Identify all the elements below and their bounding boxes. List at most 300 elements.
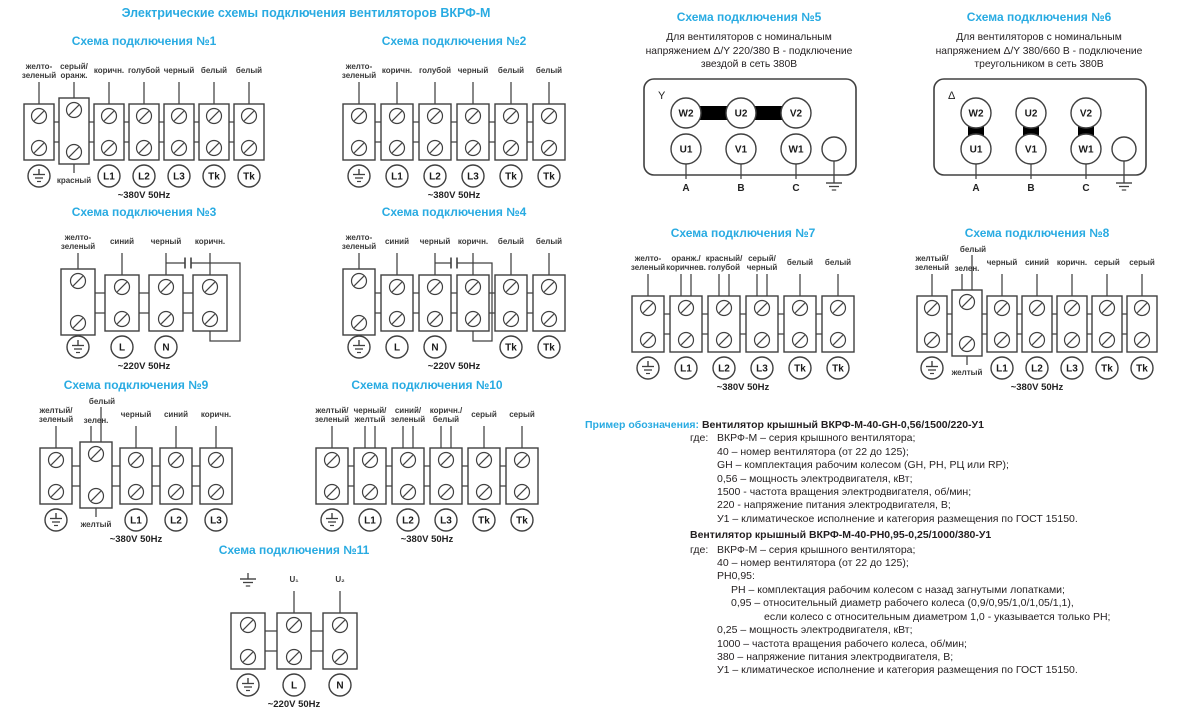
example-lines-1 (690, 446, 1183, 526)
scheme-6 (898, 10, 1180, 205)
wire-label: оранж. (60, 71, 88, 80)
wire-label: красный/ (705, 254, 743, 263)
terminal-label: L3 (1066, 363, 1078, 375)
screw-icon (995, 333, 1010, 348)
terminal-block (128, 66, 160, 187)
scheme-8-diagram (892, 244, 1182, 396)
scheme-title: Схема подключения №11 (218, 543, 370, 557)
screw-icon (102, 109, 117, 124)
example-line: 1000 – частота вращения рабочего колеса, об/мин; (717, 637, 967, 650)
terminal-label: Tk (505, 171, 517, 183)
terminal-label: L2 (429, 171, 441, 183)
terminal-block (419, 237, 451, 358)
screw-icon (242, 109, 257, 124)
screw-icon (169, 453, 184, 468)
screw-icon (352, 316, 367, 331)
connection-symbol: Δ (948, 90, 956, 102)
screw-icon (1065, 301, 1080, 316)
screw-icon (352, 274, 367, 289)
wire-label: коричн./ (429, 406, 463, 415)
terminal-block (1057, 258, 1087, 379)
terminal-label: Tk (516, 515, 528, 527)
wire-label: серый/ (748, 254, 776, 263)
screw-icon (542, 109, 557, 124)
terminal-block (234, 66, 264, 187)
wire-label: черный (457, 66, 489, 75)
wire-label: зеленый (341, 242, 377, 251)
screw-icon (207, 109, 222, 124)
terminal-label: Tk (1136, 363, 1148, 375)
wire-label: желто- (345, 62, 373, 71)
terminal-label: Tk (243, 171, 255, 183)
scheme-4-diagram (318, 223, 590, 375)
screw-icon (504, 280, 519, 295)
screw-icon (717, 333, 732, 348)
gde-label: где: (690, 432, 709, 445)
wire-label: белый (88, 397, 116, 406)
terminal-block (468, 410, 500, 531)
scheme-title: Схема подключения №3 (71, 205, 217, 219)
screw-icon (755, 301, 770, 316)
description-line: Для вентиляторов с номинальным (956, 32, 1122, 43)
voltage-label: ~380V 50Hz (109, 534, 163, 545)
star-jumper (697, 106, 730, 120)
screw-icon (1030, 301, 1045, 316)
scheme-description (608, 31, 890, 73)
scheme-2-diagram (318, 52, 590, 204)
screw-icon (1030, 333, 1045, 348)
wire-label: желтый (951, 368, 983, 377)
terminal-label: L2 (138, 171, 150, 183)
screw-icon (287, 650, 302, 665)
terminal-label: L1 (103, 171, 115, 183)
scheme-title: Схема подключения №9 (63, 378, 209, 392)
wire-label: синий (163, 410, 189, 419)
wire-label: коричн. (381, 66, 413, 75)
terminal-block (315, 406, 350, 531)
screw-icon (169, 485, 184, 500)
screw-icon (831, 333, 846, 348)
wire-label: коричн. (93, 66, 125, 75)
earth-icon (240, 573, 256, 586)
motor-terminal-label: W2 (678, 108, 694, 120)
terminal-block (706, 254, 743, 379)
wire-label: синий/ (394, 406, 422, 415)
wire-label: белый (432, 415, 460, 424)
example-line: 220 - напряжение питания электродвигателя, В; (717, 499, 951, 512)
example-line: ВКРФ-М – серия крышного вентилятора; (717, 432, 916, 445)
terminal-block (277, 575, 311, 696)
screw-icon (466, 312, 481, 327)
description-line: напряжением Δ/Y 380/660 В - подключение (935, 45, 1143, 57)
terminal-block (160, 410, 192, 531)
screw-icon (401, 485, 416, 500)
wire-label: желтый/ (315, 406, 349, 415)
ground-terminal-icon (921, 357, 943, 379)
wire-label: черный (163, 66, 195, 75)
example-label: Пример обозначения: (585, 419, 700, 431)
wire-label: коричн. (194, 237, 226, 246)
screw-icon (159, 312, 174, 327)
wire-label: зеленый (914, 263, 950, 272)
wire-label: голубой (127, 66, 161, 75)
terminal-label: L (393, 342, 401, 354)
motor-terminal-label: U2 (1024, 108, 1038, 120)
screw-icon (287, 618, 302, 633)
terminal-label: L2 (170, 515, 182, 527)
terminal-block (495, 237, 527, 358)
terminal-block (506, 410, 538, 531)
screw-icon (137, 109, 152, 124)
terminal-label: N (336, 680, 344, 692)
terminal-label: Tk (208, 171, 220, 183)
wire-label: зеленый (21, 71, 57, 80)
wire-label: зеленый (341, 71, 377, 80)
screw-icon (793, 333, 808, 348)
wire-label: желтый/ (39, 406, 73, 415)
wire-label: желто- (345, 233, 373, 242)
wire-label: серый (471, 410, 497, 419)
terminal-block (784, 258, 816, 379)
terminal-label: Tk (1101, 363, 1113, 375)
earth-icon (826, 177, 842, 190)
terminal-label: L3 (210, 515, 222, 527)
wire-label: желто- (25, 62, 53, 71)
terminal-label: Tk (505, 342, 517, 354)
terminal-block (391, 406, 425, 531)
scheme-11 (158, 543, 430, 713)
screw-icon (401, 453, 416, 468)
terminal-block (57, 62, 91, 185)
wire-label: белый (200, 66, 228, 75)
screw-icon (242, 141, 257, 156)
terminal-block (105, 237, 139, 358)
terminal-label: Tk (832, 363, 844, 375)
phase-label: C (1082, 183, 1090, 194)
screw-icon (32, 141, 47, 156)
screw-icon (67, 103, 82, 118)
wire-label: голубой (707, 263, 741, 272)
screw-icon (641, 333, 656, 348)
example-heading (585, 419, 1183, 432)
wire-label: белый (959, 245, 987, 254)
example-line: 0,95 – относительный диаметр рабочего колеса (0,9/0,95/1,0/1,05/1,1), (731, 597, 1074, 610)
terminal-block (149, 237, 183, 358)
scheme-1 (8, 34, 280, 204)
wire-label: U₂ (335, 575, 345, 584)
motor-terminal-label: W1 (1078, 144, 1094, 156)
screw-icon (209, 485, 224, 500)
scheme-title: Схема подключения №7 (670, 226, 816, 240)
scheme-9 (2, 378, 270, 548)
terminal-block (199, 66, 229, 187)
ground-terminal-icon (45, 509, 67, 531)
voltage-label: ~220V 50Hz (267, 699, 321, 710)
screw-icon (89, 489, 104, 504)
terminal-label: Tk (478, 515, 490, 527)
terminal-block (381, 237, 413, 358)
example-line: 1500 - частота вращения электродвигателя, об/мин; (717, 486, 972, 499)
scheme-title: Схема подключения №6 (966, 10, 1112, 24)
terminal-block (164, 66, 195, 187)
terminal-label: L2 (1031, 363, 1043, 375)
screw-icon (241, 618, 256, 633)
motor-terminal-box (934, 79, 1146, 194)
terminal-label: L2 (402, 515, 414, 527)
screw-icon (1135, 333, 1150, 348)
screw-icon (1100, 333, 1115, 348)
terminal-block (323, 575, 357, 696)
screw-icon (71, 274, 86, 289)
example-line: 380 – напряжение питания электродвигателя, В; (717, 650, 954, 663)
screw-icon (241, 650, 256, 665)
gde-label: где: (690, 543, 709, 556)
scheme-6-diagram (898, 73, 1180, 205)
scheme-10 (282, 378, 572, 548)
terminal-label: L (118, 342, 126, 354)
ground-terminal-icon (67, 336, 89, 358)
terminal-label: L2 (718, 363, 730, 375)
wire-label: зеленый (390, 415, 426, 424)
terminal-label: L1 (680, 363, 692, 375)
wire-label: белый (535, 66, 563, 75)
terminal-block (457, 66, 489, 187)
terminal-block (457, 237, 489, 331)
screw-icon (390, 109, 405, 124)
example-line: ВКРФ-М – серия крышного вентилятора; (717, 543, 916, 556)
voltage-label: ~380V 50Hz (716, 382, 770, 393)
screw-icon (515, 485, 530, 500)
scheme-title: Схема подключения №8 (964, 226, 1110, 240)
terminal-label: N (162, 342, 170, 354)
terminal-label: Tk (543, 171, 555, 183)
motor-terminal-label: W2 (968, 108, 984, 120)
terminal-label: L1 (996, 363, 1008, 375)
wire-label: белый (497, 237, 525, 246)
scheme-11-diagram (158, 561, 430, 713)
terminal-block (915, 254, 950, 379)
description-line: Для вентиляторов с номинальным (666, 32, 832, 43)
scheme-3 (8, 205, 280, 375)
example-line: 0,25 – мощность электродвигателя, кВт; (717, 624, 913, 637)
wire-label: U₁ (289, 575, 299, 584)
screw-icon (390, 280, 405, 295)
screw-icon (159, 280, 174, 295)
screw-icon (115, 280, 130, 295)
phase-label: A (682, 183, 690, 194)
scheme-9-diagram (2, 396, 270, 548)
scheme-2 (318, 34, 590, 204)
wire-label: серый (1129, 258, 1155, 267)
terminal-block (354, 406, 388, 531)
motor-terminal-box (644, 79, 856, 194)
terminal-block (430, 406, 463, 531)
terminal-label: Tk (794, 363, 806, 375)
terminal-block (666, 254, 706, 379)
terminal-block (61, 233, 95, 358)
screw-icon (542, 280, 557, 295)
phase-label: A (972, 183, 980, 194)
ground-terminal-icon (28, 165, 50, 187)
scheme-5 (608, 10, 890, 205)
terminal-label: L3 (467, 171, 479, 183)
terminal-label: L3 (756, 363, 768, 375)
screw-icon (439, 453, 454, 468)
motor-terminal-label: U1 (969, 144, 983, 156)
screw-icon (755, 333, 770, 348)
screw-icon (325, 485, 340, 500)
screw-icon (504, 141, 519, 156)
screw-icon (679, 301, 694, 316)
wire-label: желто- (634, 254, 662, 263)
terminal-block (822, 258, 854, 379)
wire-label: белый (235, 66, 263, 75)
screw-icon (352, 141, 367, 156)
screw-icon (1065, 333, 1080, 348)
scheme-4 (318, 205, 590, 375)
scheme-10-diagram (282, 396, 572, 548)
wire-label: черный/ (353, 406, 387, 415)
example-body (690, 432, 1183, 677)
terminal-block (231, 573, 265, 696)
scheme-title: Схема подключения №1 (71, 34, 217, 48)
terminal-label: Tk (543, 342, 555, 354)
wire-label: серый/ (60, 62, 88, 71)
example-lines-2 (690, 557, 1183, 678)
terminal-label: N (431, 342, 439, 354)
terminal-block (193, 237, 227, 331)
screw-icon (542, 141, 557, 156)
capacitor-icon (435, 258, 473, 269)
screw-icon (515, 453, 530, 468)
screw-icon (960, 337, 975, 352)
description-line: треугольником в сеть 380В (974, 59, 1104, 70)
screw-icon (32, 109, 47, 124)
voltage-label: ~380V 50Hz (1010, 382, 1064, 393)
motor-terminal-label: U2 (734, 108, 748, 120)
phase-label: B (737, 183, 745, 194)
description-line: звездой в сеть 380В (700, 59, 798, 70)
screw-icon (352, 109, 367, 124)
screw-icon (477, 453, 492, 468)
motor-terminal-label: V2 (789, 108, 803, 120)
example-line: РН – комплектация рабочим колесом с назад загнутыми лопатками; (731, 583, 1065, 596)
screw-icon (67, 145, 82, 160)
scheme-5-diagram (608, 73, 890, 205)
motor-terminal-label: V2 (1079, 108, 1093, 120)
terminal-block (631, 254, 665, 379)
screw-icon (203, 280, 218, 295)
wire-label: желтый (354, 415, 386, 424)
wire-label: зелен. (954, 264, 980, 273)
scheme-title: Схема подключения №5 (676, 10, 822, 24)
ground-terminal-icon (321, 509, 343, 531)
motor-terminal-label: U1 (679, 144, 693, 156)
screw-icon (333, 618, 348, 633)
terminal-block (342, 62, 376, 187)
screw-icon (390, 312, 405, 327)
wire-label: красный (56, 176, 92, 185)
wire-label: голубой (418, 66, 452, 75)
terminal-label: L1 (364, 515, 376, 527)
terminal-block (39, 406, 74, 531)
terminal-block (200, 410, 232, 531)
screw-icon (49, 485, 64, 500)
screw-icon (477, 485, 492, 500)
wire-label: зелен. (83, 416, 109, 425)
example-line: У1 – климатическое исполнение и категория размещения по ГОСТ 15150. (717, 664, 1078, 677)
example-line: GH – комплектация рабочим колесом (GH, РН, РЦ или RP); (717, 459, 1009, 472)
terminal-block (951, 245, 987, 377)
screw-icon (717, 301, 732, 316)
screw-icon (679, 333, 694, 348)
designation-example (585, 419, 1183, 678)
screw-icon (504, 109, 519, 124)
wire-label: зеленый (38, 415, 74, 424)
wire-label: черный (419, 237, 451, 246)
screw-icon (925, 333, 940, 348)
scheme-7 (598, 226, 888, 396)
screw-icon (203, 312, 218, 327)
wire-label: белый (497, 66, 525, 75)
screw-icon (325, 453, 340, 468)
wire-label: коричн. (457, 237, 489, 246)
wire-label: синий (1024, 258, 1050, 267)
wire-label: белый (535, 237, 563, 246)
terminal-block (22, 62, 56, 187)
scheme-title: Схема подключения №4 (381, 205, 527, 219)
terminal-block (1022, 258, 1052, 379)
wire-label: черный (986, 258, 1018, 267)
wire-label: коричнев. (666, 263, 706, 272)
wire-label: зеленый (630, 263, 666, 272)
wire-label: желто- (64, 233, 92, 242)
scheme-1-diagram (8, 52, 280, 204)
screw-icon (129, 453, 144, 468)
scheme-3-diagram (8, 223, 280, 375)
screw-icon (333, 650, 348, 665)
voltage-label: ~380V 50Hz (117, 190, 171, 201)
screw-icon (428, 141, 443, 156)
screw-icon (466, 280, 481, 295)
voltage-label: ~380V 50Hz (427, 190, 481, 201)
ground-terminal-icon (237, 674, 259, 696)
screw-icon (1100, 301, 1115, 316)
wire-label: белый (824, 258, 852, 267)
screw-icon (390, 141, 405, 156)
screw-icon (995, 301, 1010, 316)
screw-icon (925, 301, 940, 316)
screw-icon (466, 141, 481, 156)
wire-label: черный (746, 263, 778, 272)
screw-icon (960, 295, 975, 310)
screw-icon (363, 453, 378, 468)
terminal-block (987, 258, 1018, 379)
voltage-label: ~380V 50Hz (400, 534, 454, 545)
ground-terminal-icon (348, 336, 370, 358)
scheme-title: Схема подключения №10 (351, 378, 503, 392)
ground-terminal-icon (348, 165, 370, 187)
terminal-block (495, 66, 527, 187)
earth-icon (1116, 177, 1132, 190)
example-title-2: Вентилятор крышный ВКРФ-М-40-РН0,95-0,25/1000/380-У1 (690, 529, 992, 542)
terminal-block (120, 410, 152, 531)
capacitor-icon (166, 258, 210, 269)
ground-terminal-icon (637, 357, 659, 379)
wire-label: коричн. (1056, 258, 1088, 267)
screw-icon (129, 485, 144, 500)
voltage-label: ~220V 50Hz (427, 361, 481, 372)
